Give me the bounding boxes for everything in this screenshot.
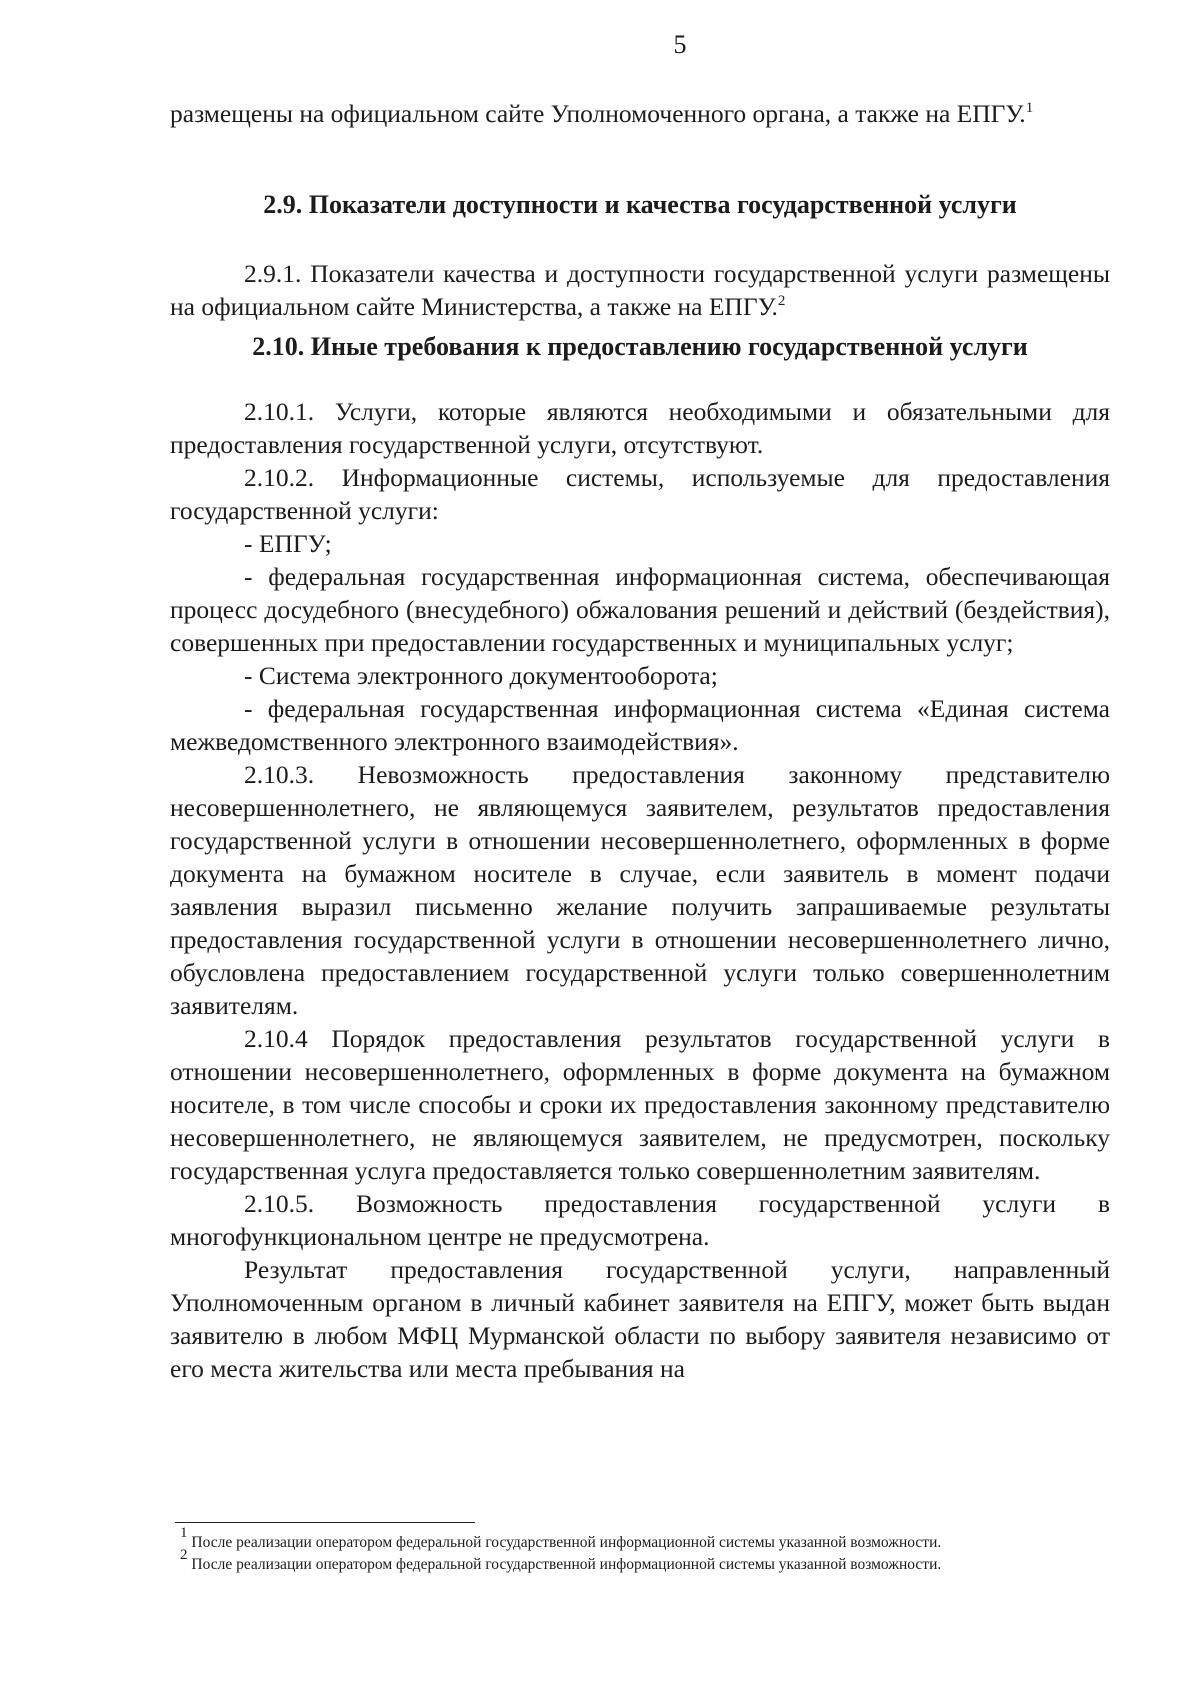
paragraph-2-10-5: 2.10.5. Возможность предоставления государственной услуги в многофункциональном центре не предусмотрена.: [170, 1189, 1110, 1251]
footnote: [180, 1525, 1130, 1554]
continuation-text: размещены на официальном сайте Уполномоченного органа, а также на ЕПГУ.: [170, 99, 1026, 128]
section-2-10: [170, 330, 1110, 1385]
paragraph-2-9-1-text: 2.9.1. Показатели качества и доступности государственной услуги размещены на официальном сайте Министерства, а также на ЕПГУ.: [170, 259, 1110, 321]
section-2-9: [170, 188, 1110, 323]
footnote-ref-2: 2: [777, 293, 786, 309]
paragraph-result: Результат предоставления государственной услуги, направленный Уполномоченным органом в личный кабинет заявителя на ЕПГУ, может быть выдан заявителю в любом МФЦ Мурманской области по выбору заявителя независимо от его места жительства или места пребывания на: [170, 1255, 1110, 1383]
list-item: - федеральная государственная информационная система «Единая система межведомственного электронного взаимодействия».: [170, 694, 1110, 756]
footnote-text: После реализации оператором федеральной государственной информационной системы указанной возможности.: [191, 1534, 942, 1551]
paragraph-2-10-1: 2.10.1. Услуги, которые являются необходимыми и обязательными для предоставления государственной услуги, отсутствуют.: [170, 397, 1110, 459]
paragraph-2-10-4: 2.10.4 Порядок предоставления результатов государственной услуги в отношении несовершеннолетнего, оформленных в форме документа на бумажном носителе, в том числе способы и сроки их предоставления законному представителю несовершеннолетнего, не являющемуся заявителем, не предусмотрен, поскольку государственная услуга предоставляется только совершеннолетним заявителям.: [170, 1024, 1110, 1185]
list-item: - ЕПГУ;: [244, 529, 332, 558]
page-number: 5: [673, 30, 687, 59]
paragraph-2-10-2: 2.10.2. Информационные системы, используемые для предоставления государственной услуги:: [170, 463, 1110, 525]
section-heading-2-9: 2.9. Показатели доступности и качества государственной услуги: [263, 190, 1017, 219]
footnote-mark: 1: [180, 1525, 188, 1541]
list-item: - федеральная государственная информационная система, обеспечивающая процесс досудебного (внесудебного) обжалования решений и действий (бездействия), совершенных при предоставлении государственных и муниципальных услуг;: [170, 562, 1110, 657]
paragraph-2-9-1: [170, 257, 1110, 323]
footnote: [180, 1547, 1130, 1576]
footnote-separator: [175, 1522, 475, 1523]
list-item: - Система электронного документооборота;: [244, 661, 718, 690]
footnote-mark: 2: [180, 1547, 188, 1563]
continuation-paragraph: [170, 97, 1110, 130]
section-heading-2-10: 2.10. Иные требования к предоставлению государственной услуги: [252, 332, 1028, 361]
footnotes: [180, 1525, 1130, 1576]
footnote-ref-1: 1: [1025, 100, 1034, 116]
footnote-text: После реализации оператором федеральной государственной информационной системы указанной возможности.: [191, 1556, 942, 1573]
paragraph-2-10-3: 2.10.3. Невозможность предоставления законному представителю несовершеннолетнего, не являющемуся заявителем, результатов предоставления государственной услуги в отношении несовершеннолетнего, оформленных в форме документа на бумажном носителе в случае, если заявитель в момент подачи заявления выразил письменно желание получить запрашиваемые результаты предоставления государственной услуги в отношении несовершеннолетнего лично, обусловлена предоставлением государственной услуги только совершеннолетним заявителям.: [170, 760, 1110, 1020]
